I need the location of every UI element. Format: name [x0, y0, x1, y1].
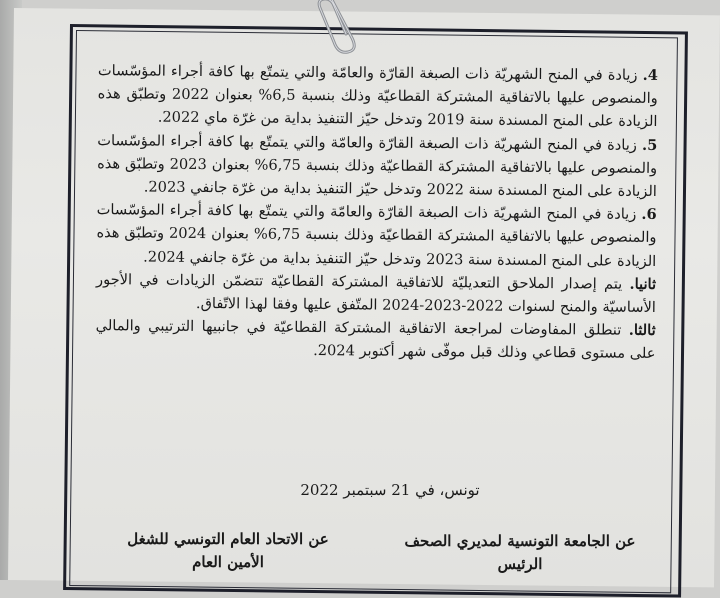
document-body	[95, 59, 658, 366]
signatory-organization: عن الجامعة التونسية لمديري الصحف	[404, 532, 636, 550]
clause-text: زيادة في المنح الشهريّة ذات الصبغة القارّة والعامّة والتي يتمتّع بها كافة أجراء المؤسّسات والمنصوص عليها بالاتفاقية المشتركة القطاعيّة وذلك بنسبة 6,5% بعنوان 2022 وتطبّق هذه الزيادة على المنح المسندة سنة 2019 وتدخل حيّز التنفيذ بداية من غرّة ماي 2022.	[97, 62, 658, 131]
clause-number: 5.	[641, 136, 658, 154]
article-second	[96, 268, 656, 319]
signature-block-press-directors	[384, 530, 656, 576]
clause-text: زيادة في المنح الشهريّة ذات الصبغة القارّة والعامّة والتي يتمتّع بها كافة أجراء المؤسّسات والمنصوص عليها بالاتفاقية المشتركة القطاعيّة وذلك بنسبة 6,75% بعنوان 2023 وتطبّق هذه الزيادة على المنح المسندة سنة 2022 وتدخل حيّز التنفيذ بداية من غرّة جانفي 2023.	[97, 131, 658, 201]
signatory-title: الرئيس	[497, 555, 543, 573]
clause-number: 4.	[642, 66, 658, 84]
signatory-organization: عن الاتحاد العام التونسي للشغل	[127, 530, 329, 548]
clause-4	[97, 59, 658, 133]
clause-number: 6.	[641, 206, 657, 224]
article-third	[95, 314, 655, 365]
article-heading: ثانيا.	[629, 275, 657, 293]
paperclip-icon	[312, 0, 372, 56]
clause-6	[96, 198, 657, 272]
article-heading: ثالثا.	[628, 321, 656, 340]
article-text: تنطلق المفاوضات لمراجعة الاتفاقية المشتركة القطاعيّة في جانبيها الترتيبي والمالي على مستوى قطاعي وذلك قبل موفّى شهر أكتوبر 2024.	[95, 317, 656, 363]
document-date: تونس، في 21 سبتمبر 2022	[300, 481, 480, 499]
signature-block-labor-union	[112, 528, 344, 574]
clause-5	[97, 129, 658, 203]
clause-text: زيادة في المنح الشهريّة ذات الصبغة القارّة والعامّة والتي يتمتّع بها كافة أجراء المؤسّسات والمنصوص عليها بالاتفاقية المشتركة القطاعيّة وذلك بنسبة 6,75% بعنوان 2024 وتطبّق هذه الزيادة على المنح المسندة سنة 2023 وتدخل حيّز التنفيذ بداية من غرّة جانفي 2024.	[96, 201, 657, 270]
signatory-title: الأمين العام	[192, 553, 264, 571]
article-text: يتم إصدار الملاحق التعديليّة للاتفاقية المشتركة القطاعيّة تتضمّن الزيادات في الأجور الأساسيّة والمنح لسنوات 2022-2023-2024 المتّفق عليها وفقا لهذا الاتّفاق.	[96, 270, 656, 317]
